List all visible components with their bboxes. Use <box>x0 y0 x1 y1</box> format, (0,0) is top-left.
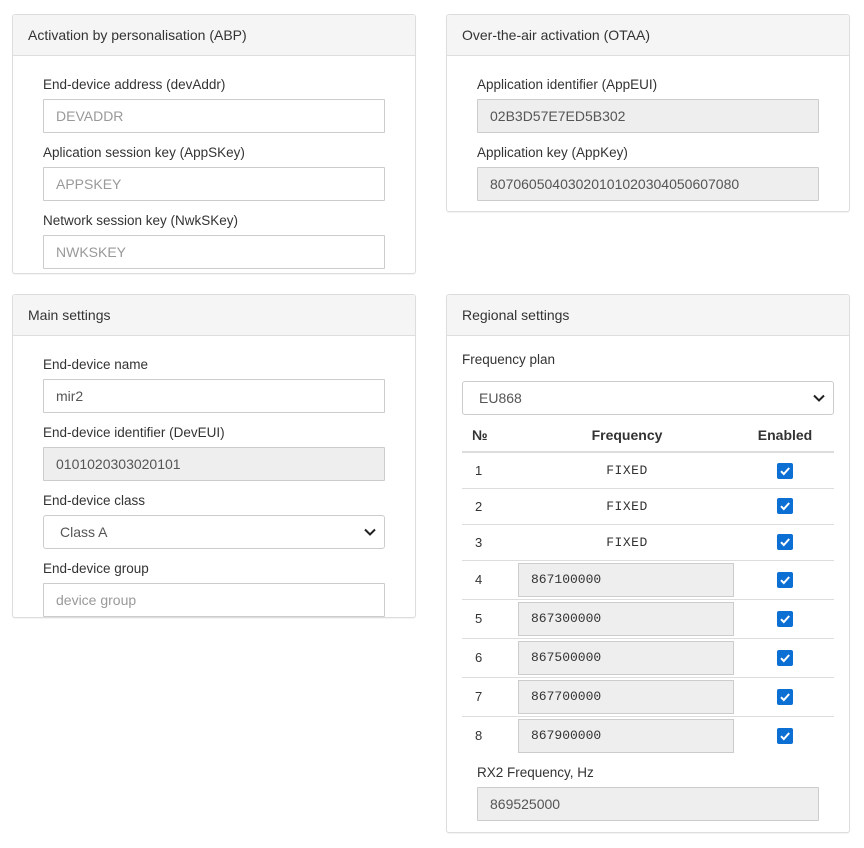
checkmark-icon <box>779 500 791 512</box>
deveui-input[interactable] <box>43 447 385 481</box>
frequency-plan-label: Frequency plan <box>462 352 556 367</box>
checkmark-icon <box>779 730 791 742</box>
channel-frequency-input[interactable]: 867700000 <box>518 680 734 714</box>
device-class-select[interactable] <box>43 515 385 549</box>
nwkskey-input[interactable] <box>43 235 385 269</box>
channel-number: 8 <box>462 716 518 755</box>
abp-panel-title: Activation by personalisation (ABP) <box>13 15 415 56</box>
otaa-panel-title: Over-the-air activation (OTAA) <box>447 15 849 56</box>
channel-number: 5 <box>462 599 518 638</box>
channel-enabled-cell <box>736 452 834 488</box>
devaddr-label: End-device address (devAddr) <box>43 77 226 92</box>
column-header-enabled: Enabled <box>736 419 834 452</box>
main-settings-title: Main settings <box>13 295 415 336</box>
column-header-frequency: Frequency <box>518 419 736 452</box>
nwkskey-label: Network session key (NwkSKey) <box>43 213 239 228</box>
device-group-label: End-device group <box>43 561 149 576</box>
channel-enabled-checkbox[interactable] <box>777 689 793 705</box>
checkmark-icon <box>779 652 791 664</box>
column-header-number: № <box>462 419 518 452</box>
checkmark-icon <box>779 691 791 703</box>
channel-frequency-input[interactable]: 867900000 <box>518 719 734 753</box>
channel-enabled-checkbox[interactable] <box>777 534 793 550</box>
channel-frequency-input[interactable]: 867500000 <box>518 641 734 675</box>
appkey-label: Application key (AppKey) <box>477 145 628 160</box>
channel-enabled-cell <box>736 599 834 638</box>
channel-enabled-checkbox[interactable] <box>777 498 793 514</box>
appeui-label: Application identifier (AppEUI) <box>477 77 658 92</box>
rx2-frequency-input[interactable] <box>477 787 819 821</box>
regional-settings-title: Regional settings <box>447 295 849 336</box>
channel-enabled-checkbox[interactable] <box>777 463 793 479</box>
channel-frequency-cell <box>518 716 736 755</box>
channel-frequency-fixed: FIXED <box>518 524 736 560</box>
device-class-label: End-device class <box>43 493 146 508</box>
channel-number: 7 <box>462 677 518 716</box>
device-name-label: End-device name <box>43 357 149 372</box>
channel-frequency-cell <box>518 677 736 716</box>
frequency-plan-value: EU868 <box>479 390 522 406</box>
main-settings-panel <box>12 294 416 618</box>
channel-row <box>462 524 834 560</box>
channel-table <box>462 419 834 755</box>
rx2-frequency-label: RX2 Frequency, Hz <box>477 765 594 780</box>
checkmark-icon <box>779 465 791 477</box>
channel-enabled-cell <box>736 716 834 755</box>
device-group-input[interactable] <box>43 583 385 617</box>
channel-row <box>462 488 834 524</box>
channel-frequency-fixed: FIXED <box>606 462 648 478</box>
channel-frequency-input[interactable]: 867100000 <box>518 563 734 597</box>
channel-enabled-checkbox[interactable] <box>777 611 793 627</box>
chevron-down-icon <box>813 382 825 414</box>
chevron-down-icon <box>364 516 376 548</box>
channel-enabled-checkbox[interactable] <box>777 650 793 666</box>
channel-enabled-checkbox[interactable] <box>777 728 793 744</box>
checkmark-icon <box>779 536 791 548</box>
deveui-label: End-device identifier (DevEUI) <box>43 425 225 440</box>
channel-row <box>462 599 834 638</box>
regional-settings-panel <box>446 294 850 833</box>
checkmark-icon <box>779 613 791 625</box>
channel-frequency-fixed: FIXED <box>518 488 736 524</box>
appeui-input[interactable] <box>477 99 819 133</box>
channel-enabled-cell <box>736 524 834 560</box>
channel-number: 2 <box>462 488 518 524</box>
channel-enabled-cell <box>736 488 834 524</box>
appskey-label: Aplication session key (AppSKey) <box>43 145 245 160</box>
channel-number: 4 <box>462 560 518 599</box>
channel-number: 1 <box>475 462 483 478</box>
channel-row <box>462 677 834 716</box>
device-class-value: Class A <box>60 524 108 540</box>
channel-enabled-cell <box>736 677 834 716</box>
channel-row <box>462 560 834 599</box>
channel-number: 6 <box>462 638 518 677</box>
channel-number: 3 <box>462 524 518 560</box>
device-name-input[interactable] <box>43 379 385 413</box>
devaddr-input[interactable] <box>43 99 385 133</box>
abp-panel <box>12 14 416 274</box>
frequency-plan-select[interactable] <box>462 381 834 415</box>
channel-table-body <box>462 452 834 755</box>
otaa-panel <box>446 14 850 212</box>
channel-frequency-cell <box>518 560 736 599</box>
channel-enabled-cell <box>736 638 834 677</box>
appskey-input[interactable] <box>43 167 385 201</box>
channel-frequency-input[interactable]: 867300000 <box>518 602 734 636</box>
appkey-input[interactable] <box>477 167 819 201</box>
channel-row <box>462 716 834 755</box>
channel-frequency-cell <box>518 599 736 638</box>
channel-enabled-cell <box>736 560 834 599</box>
checkmark-icon <box>779 574 791 586</box>
channel-frequency-cell <box>518 638 736 677</box>
channel-row <box>462 638 834 677</box>
channel-row <box>462 452 834 488</box>
channel-enabled-checkbox[interactable] <box>777 572 793 588</box>
